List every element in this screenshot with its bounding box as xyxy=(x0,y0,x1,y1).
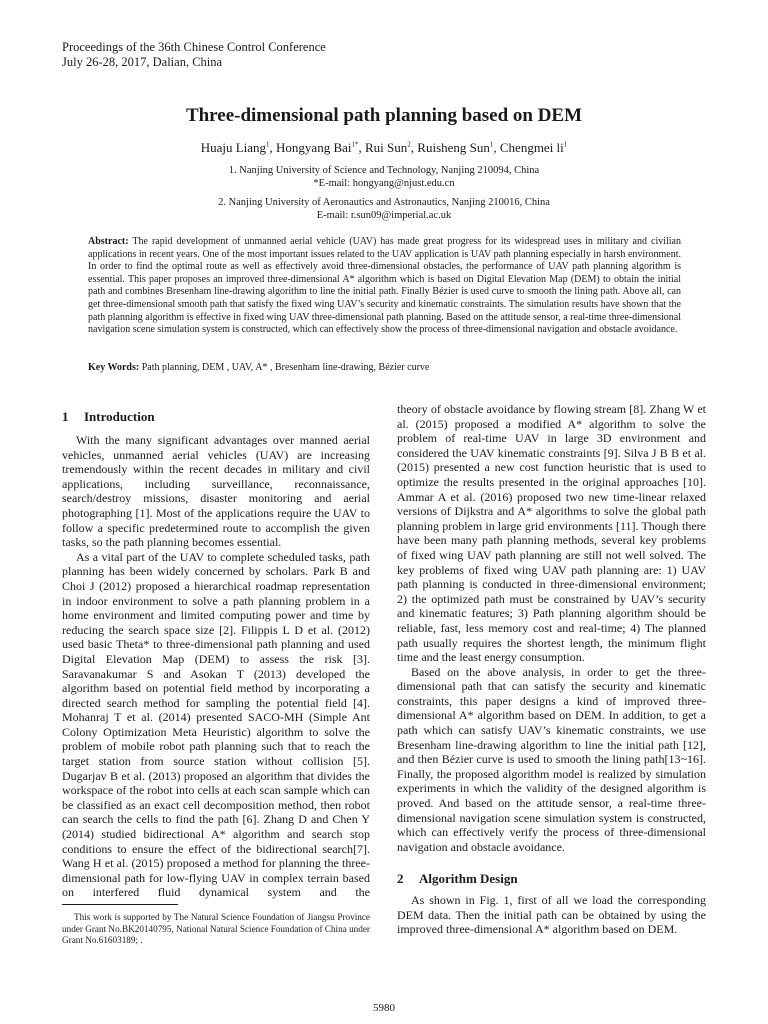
algorithm-paragraph xyxy=(397,893,706,939)
author-affiliation-mark: 2 xyxy=(407,140,411,149)
right-column xyxy=(397,402,706,862)
section-heading-algorithm-design xyxy=(397,871,518,887)
footnote-rule xyxy=(62,904,178,905)
conference-name: Proceedings of the 36th Chinese Control Conference xyxy=(62,40,326,54)
intro-paragraph-1: With the many significant advantages over manned aerial vehicles, unmanned aerial vehicles (UAV) are increasing tremendously within the recent decades in military and civil applications, including surveillance, reconnaissance, search/destroy missions, disaster monitoring and aerial photographing [1]. Most of the applications require the UAV to follow a specific predetermined route to accomplish the given tasks, so the path planning becomes essential. xyxy=(62,433,370,550)
page-number: 5980 xyxy=(373,1002,395,1014)
keywords-text: Path planning, DEM , UAV, A* , Bresenham line-drawing, Bézier curve xyxy=(141,362,430,373)
conference-dates: July 26-28, 2017, Dalian, China xyxy=(62,55,223,69)
abstract-text: The rapid development of unmanned aerial vehicle (UAV) has made great progress for its widespread uses in military and civilian applications in recent years. One of the most important issues related to the UAV application is UAV path planning especially in harsh environment. In order to find the optimal route as well as effectively avoid three-dimensional obstacles, the performance of UAV path planning algorithm is essential. This paper proposes an improved three-dimensional A* algorithm which is based on Digital Elevation Map (DEM) to obtain the initial path and combines Bresenham line-drawing algorithm to line the initial path. Finally Bézier is used curve to smooth the lining path. Above all, can get three-dimensional smooth path that satisfy the fixed wing UAV’s security and kinematic constraints. The simulation results have shown that the path planning algorithm is effective in fixed wing UAV three-dimensional path planning. Based on the attitude sensor, a real-time three-dimensional navigation scene simulation system is constructed, which can effectively show the process of three-dimensional navigation and obstacle avoidance. xyxy=(88,236,681,336)
left-column xyxy=(62,433,370,899)
algorithm-paragraph-1: As shown in Fig. 1, first of all we load the corresponding DEM data. Then the initial path can be obtained by using the improved three-dimensional A* algorithm based on DEM. xyxy=(397,893,706,937)
author-affiliation-mark: 1 xyxy=(563,140,568,149)
author-name: Huaju Liang xyxy=(200,140,267,155)
section-title: Introduction xyxy=(84,409,155,424)
keywords xyxy=(88,362,681,375)
intro-paragraph-3: Based on the above analysis, in order to get the three-dimensional path that can satisfy the security and kinematic constraints, this paper designs a kind of improved three-dimensional A* algorithm based on DEM. In addition, to get a path which can satisfy UAV’s kinematic constraints, we use Bresenham line-drawing algorithm to line the initial path [12], and then Bézier curve is used to smooth the lining path[13~16]. Finally, the proposed algorithm model is realized by simulation experiments in which the validity of the designed algorithm is proved. And based on the attitude sensor, a real-time three-dimensional navigation scene simulation system is constructed, which can effectively verify the process of three-dimensional navigation and obstacle avoidance. xyxy=(397,664,706,854)
author-name: Ruisheng Sun xyxy=(417,140,490,155)
paper-title: Three-dimensional path planning based on DEM xyxy=(185,105,583,126)
author-name: Rui Sun xyxy=(365,140,408,155)
intro-paragraph-2-continued: theory of obstacle avoidance by flowing stream [8]. Zhang W et al. (2015) proposed a modified A* algorithm to solve the problem of real-time UAV in large 3D environment and considered the UAV kinematic constraints [9]. Silva J B B et al. (2015) presented a new cost function heuristic that is used to optimize the results presented in the original approaches [10]. Ammar A et al. (2016) proposed two new time-linear relaxed versions of Dijkstra and A* algorithms to solve the global path planning problem in large grid environments [11]. Though there have been many path planning methods, several key problems of fixed wing UAV path planning are still not well solved. The key problems of fixed wing UAV path planning are: 1) UAV path planning is conducted in three-dimensional environment; 2) the optimized path must be constrained by UAV’s security and kinematic features; 3) Path planning algorithm should be reliable, fast, less memory cost and real-time; 4) The planned path usually requires the shortest length, the minimum flight time and the least energy consumption. xyxy=(397,402,706,665)
keywords-label: Key Words: xyxy=(88,362,140,373)
intro-paragraph-2: As a vital part of the UAV to complete scheduled tasks, path planning has been widely concerned by scholars. Park B and Choi J (2012) proposed a hierarchical roadmap representation in indoor environment to solve a path planning problem in a home environment and limited computing power and time by reducing the search space size [2]. Filippis L D et al. (2012) used basic Theta* to three-dimensional path planning and used Digital Elevation Map (DEM) to assess the risk [3]. Saravanakumar S and Asokan T (2013) developed the algorithm based on potential field method by incorporating a directed search method for sampling the potential field [4]. Mohanraj T et al. (2014) presented SACO-MH (Simple Ant Colony Optimization Meta Heuristic) algorithm to solve the problem of mobile robot path planning such that to reach the target station from source station without collision [5]. Dugarjav B et al. (2013) proposed an algorithm that divides the workspace of the robot into cells at each scan sample which can be classified as an exact cell decomposition method, then robot can search the cells to find the path [6]. Zhang D and Chen Y (2014) studied bidirectional A* algorithm and search stop conditions to ensure the effect of the bidirectional search[7]. Wang H et al. (2015) proposed a method for planning the three-dimensional path for low-flying UAV in complex terrain based on interfered fluid dynamical system and the xyxy=(62,549,370,899)
author-name: Chengmei li xyxy=(499,140,564,155)
section-heading-introduction xyxy=(62,409,155,425)
affiliation-1: 1. Nanjing University of Science and Technology, Nanjing 210094, China xyxy=(228,165,540,176)
affiliation-1-email: *E-mail: hongyang@njust.edu.cn xyxy=(313,178,455,189)
author-list: Huaju Liang$^1$, Hongyang Bai$^{1*}$, Rui Sun$^2$, Ruisheng Sun$^1$, Chengmei $li^1$ xyxy=(200,140,568,155)
abstract xyxy=(88,236,681,337)
author-affiliation-mark: 1 xyxy=(489,140,494,149)
affiliation-2-email: E-mail: r.sun09@imperial.ac.uk xyxy=(316,210,452,221)
author-affiliation-mark: 1* xyxy=(351,140,359,149)
author-affiliation-mark: 1 xyxy=(266,140,270,149)
affiliation-2: 2. Nanjing University of Aeronautics and Astronautics, Nanjing 210016, China xyxy=(218,197,550,208)
section-number: 1 xyxy=(62,409,69,424)
author-name: Hongyang Bai xyxy=(276,140,352,155)
funding-footnote: This work is supported by The Natural Science Foundation of Jiangsu Province under Grant No.BK20140795, National Natural Science Foundation of China under Grant No.61603189; . xyxy=(62,912,370,945)
abstract-label: Abstract: xyxy=(88,236,129,247)
section-number: 2 xyxy=(397,871,404,886)
section-title: Algorithm Design xyxy=(419,871,518,886)
